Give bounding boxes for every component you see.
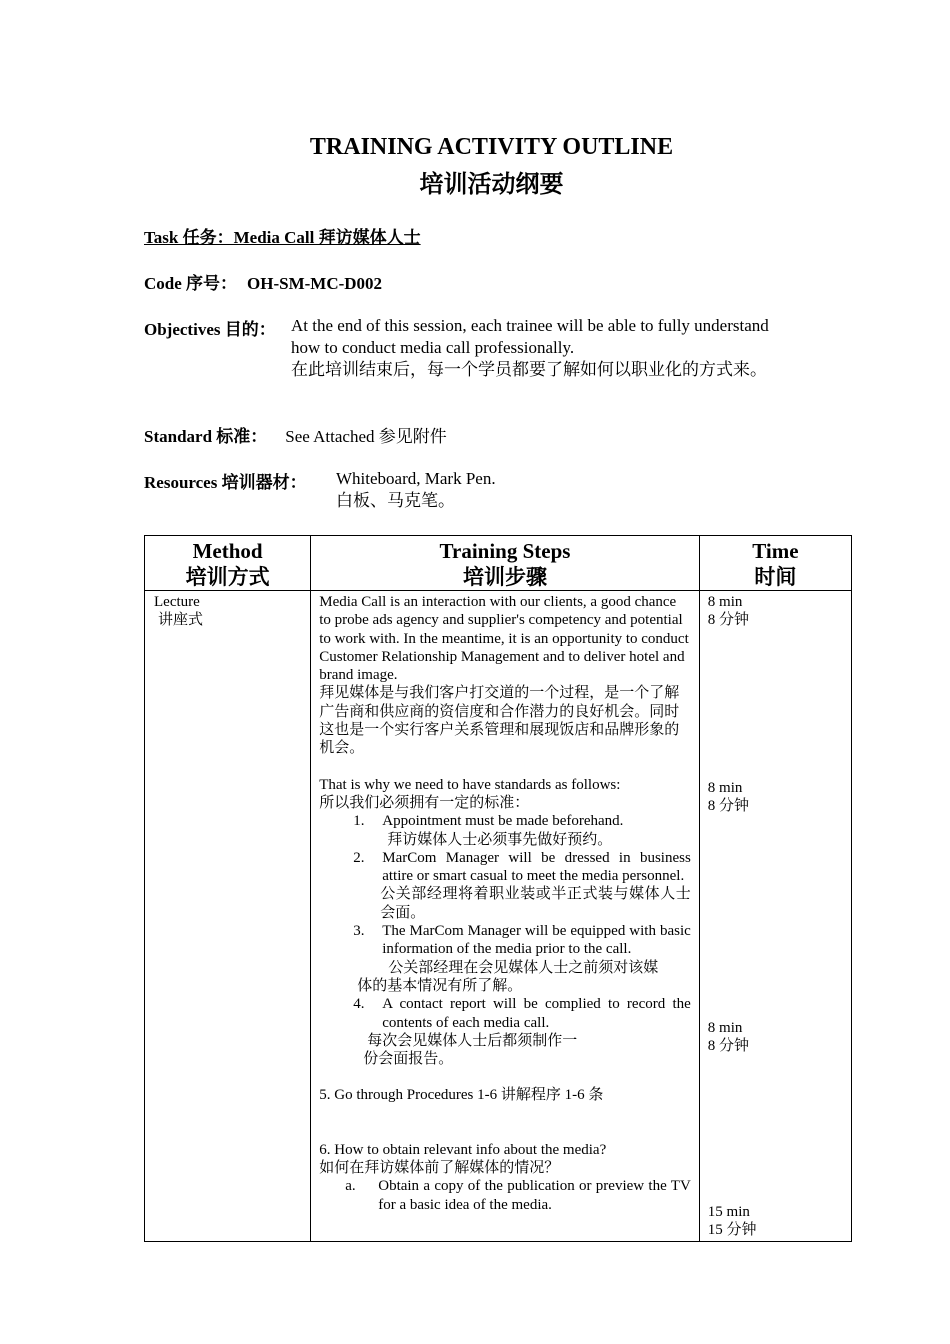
training-outline-table [144,535,852,1242]
objectives-label: Objectives 目的： [144,320,276,339]
step-5: 5. Go through Procedures 1-6 讲解程序 1-6 条 [319,1087,604,1104]
list-item [319,1177,691,1214]
time-entry [708,1019,749,1056]
time-cn: 15 分钟 [707,1222,757,1239]
code-value: OH-SM-MC-D002 [247,274,383,293]
list-item [319,849,691,886]
list-item-cn: 份会面报告。 [363,1051,454,1068]
header-steps-cn: 培训步骤 [463,565,547,589]
list-item-number: a. [345,1178,356,1195]
standard-label: Standard 标准： [144,427,268,446]
steps-intro-cn: 拜见媒体是与我们客户打交道的一个过程，是一个了解广告商和供应商的资信度和合作潜力的良好机会。同时这也是一个实行客户关系管理和展现饭店和品牌形象的机会。 [319,685,680,757]
header-method-cn: 培训方式 [185,565,270,589]
document-title-chinese: 培训活动纲要 [419,172,564,198]
resources-line-1: Whiteboard, Mark Pen. [336,469,496,488]
header-method [145,536,311,591]
document-title: TRAINING ACTIVITY OUTLINE [309,134,674,160]
objectives-line-1: At the end of this session, each trainee will be able to fully understand [291,316,769,335]
objectives-line-2: how to conduct media call professionally. [291,338,575,357]
method-en: Lecture [154,594,200,610]
step-6-cn: 如何在拜访媒体前了解媒体的情况？ [319,1160,560,1177]
time-cell [699,591,851,1242]
time-entry [708,1203,757,1240]
header-steps [311,536,700,591]
time-en: 8 min [707,1020,743,1036]
list-item-cn: 每次会见媒体人士后都须制作一 [367,1032,578,1049]
time-entry [708,779,749,816]
method-cell [145,591,311,1242]
list-item-number: 2. [353,849,365,866]
time-cn: 8 分钟 [707,612,750,629]
list-item [319,812,691,830]
list-item [319,922,691,959]
method-cn: 讲座式 [158,612,204,629]
list-item-en: Obtain a copy of the publication or preview the TV for a basic idea of the media. [378,1178,691,1213]
list-item-number: 1. [353,813,365,830]
list-item-cn: 拜访媒体人士必须事先做好预约。 [387,831,613,848]
time-en: 15 min [707,1204,750,1220]
standard-value: See Attached 参见附件 [285,427,447,446]
table-header-row [145,536,852,591]
standard-line [144,422,447,447]
list-item-cn: 公关部经理在会见媒体人士之前须对该媒 [388,959,659,976]
header-time [699,536,851,591]
time-en: 8 min [707,594,743,610]
task-line: Task 任务：Media Call 拜访媒体人士 [144,228,421,247]
list-item-en: Appointment must be made beforehand. [382,813,624,830]
code-line [144,269,382,294]
header-steps-en: Training Steps [439,539,571,563]
objectives-text [291,315,851,381]
list-item-cn: 体的基本情况有所了解。 [357,977,523,994]
table-row [145,591,852,1242]
step-6-en: 6. How to obtain relevant info about the media? [319,1141,607,1158]
list-item-en: The MarCom Manager will be equipped with basic information of the media prior to the call. [382,923,691,958]
time-cn: 8 分钟 [707,1038,750,1055]
steps-intro-en: Media Call is an interaction with our clients, a good chance to probe ads agency and supplier's competency and potential to work with. In the meantime, it is an opportunity to conduct Customer Relationship Management and to deliver hotel and brand image. [319,594,689,684]
objectives-line-3: 在此培训结束后，每一个学员都要了解如何以职业化的方式来。 [291,360,767,379]
time-cn: 8 分钟 [707,798,750,815]
code-label: Code 序号： [144,274,238,293]
header-time-cn: 时间 [754,565,797,589]
list-item-en: MarCom Manager will be dressed in business attire or smart casual to meet the media personnel. [382,849,691,885]
steps-standards-cn: 所以我们必须拥有一定的标准： [319,794,530,811]
steps-cell [311,591,700,1242]
time-entry [708,593,749,630]
resources-line-2: 白板、马克笔。 [336,491,455,510]
header-time-en: Time [752,539,799,563]
list-item [319,995,691,1032]
resources-label: Resources 培训器材： [144,473,307,492]
header-method-en: Method [192,539,263,563]
steps-standards-en: That is why we need to have standards as follows: [319,776,621,793]
resources-text [336,468,496,512]
list-item-en: A contact report will be complied to record the contents of each media call. [382,996,691,1031]
time-en: 8 min [707,780,743,796]
list-item-number: 3. [353,923,365,940]
list-item-number: 4. [353,996,365,1013]
list-item-cn: 公关部经理将着职业装或半正式装与媒体人士会面。 [380,886,691,921]
